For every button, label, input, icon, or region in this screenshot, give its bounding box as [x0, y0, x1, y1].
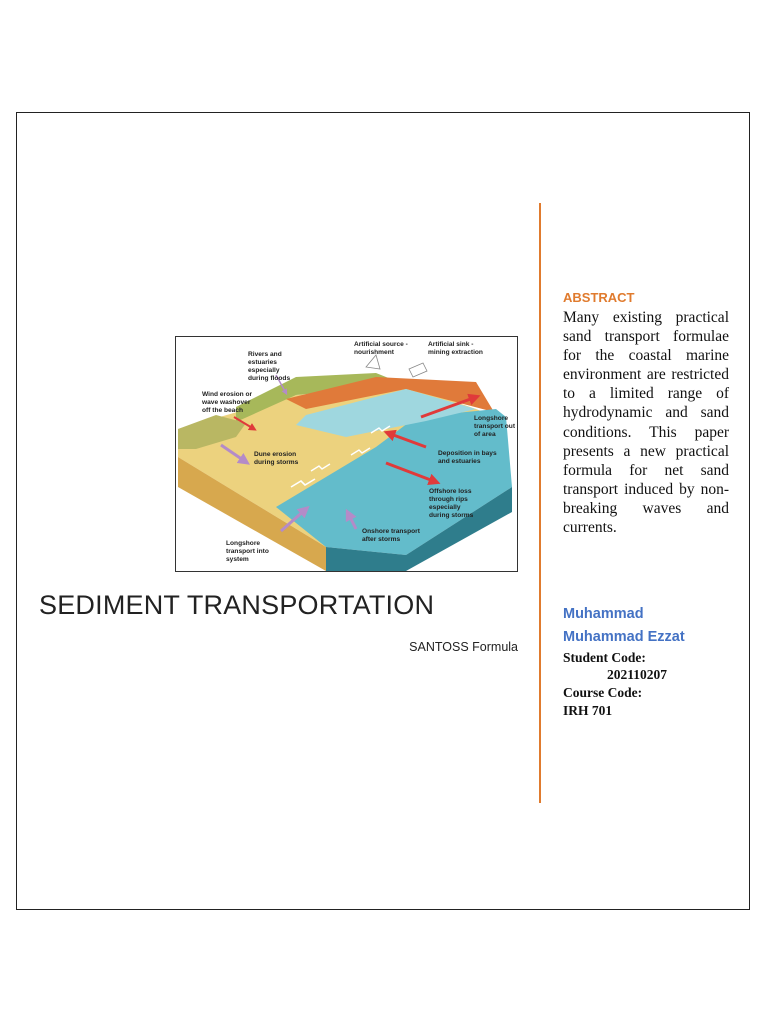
- course-code-value: IRH 701: [563, 703, 613, 718]
- label-wind-erosion: Wind erosion or wave washover off the beach: [202, 391, 253, 414]
- label-onshore: Onshore transport after storms: [362, 528, 420, 543]
- student-code-value: 202110207: [607, 667, 668, 682]
- dredge-icon: [409, 363, 427, 377]
- label-artificial-source: Artificial source - nourishment: [354, 341, 408, 356]
- abstract-body: Many existing practical sand transport formulae for the coastal marine environment are restricted to a limited range of hydrodynamic and sand conditions. This paper presents a new practical formula for net sand transport induced by non-breaking waves and currents.: [563, 309, 729, 537]
- label-offshore-loss: Offshore loss through rips especially during storms: [429, 488, 474, 519]
- student-code-label: Student Code:: [563, 650, 646, 665]
- course-code-label: Course Code:: [563, 685, 643, 700]
- document-subtitle: SANTOSS Formula: [409, 640, 518, 654]
- accent-divider: [539, 203, 541, 803]
- author-full-name: Muhammad Ezzat: [563, 629, 685, 645]
- document-title: SEDIMENT TRANSPORTATION: [39, 590, 435, 620]
- label-artificial-sink: Artificial sink - mining extraction: [428, 341, 483, 356]
- boat-icon: [366, 355, 380, 369]
- coastal-sediment-diagram: [175, 336, 518, 572]
- label-deposition: Deposition in bays and estuaries: [438, 450, 497, 465]
- label-dune-erosion: Dune erosion during storms: [254, 451, 299, 466]
- label-rivers: Rivers and estuaries especially during floods: [248, 351, 291, 382]
- label-longshore-out: Longshore transport out of area: [474, 415, 516, 438]
- author-first-name: Muhammad: [563, 606, 644, 622]
- label-longshore-into: Longshore transport into system: [226, 540, 269, 563]
- abstract-heading: ABSTRACT: [563, 290, 635, 305]
